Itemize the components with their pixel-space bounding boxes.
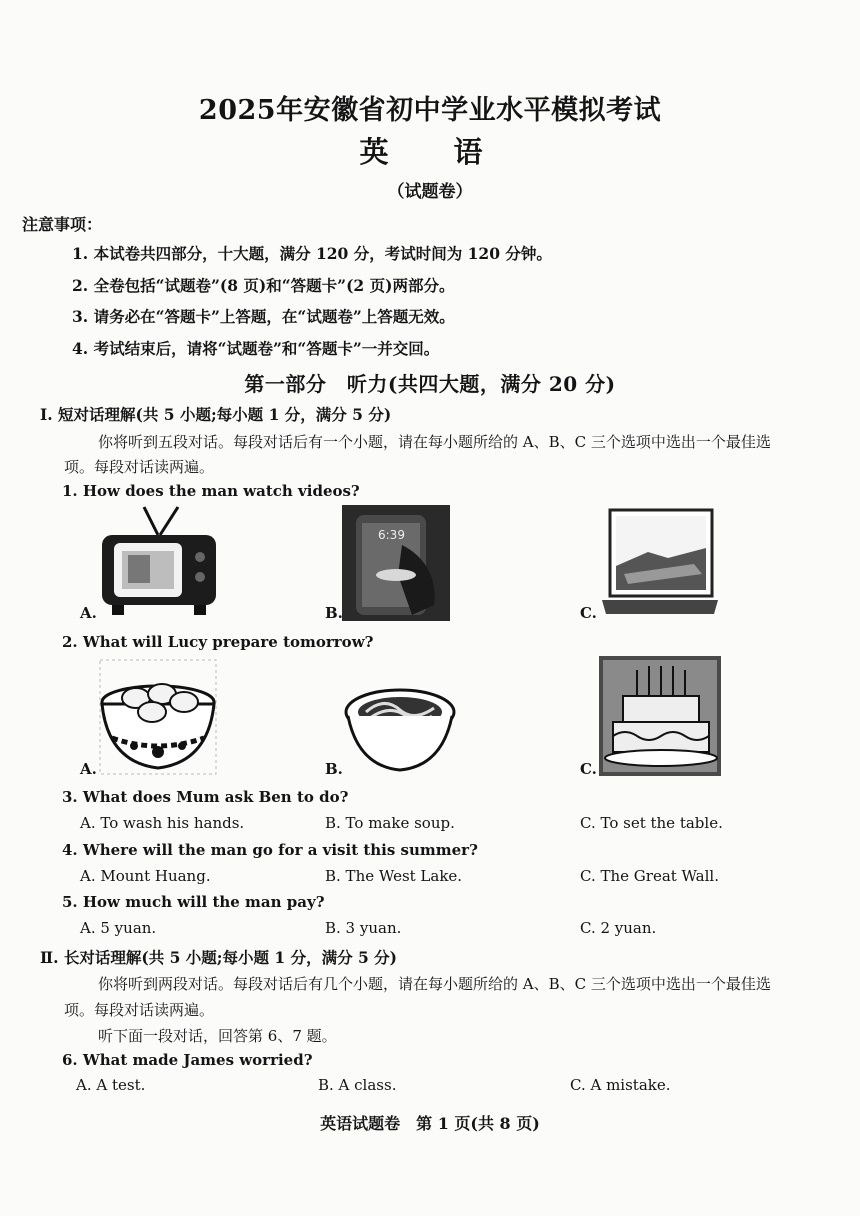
notice-item: 3. 请务必在“答题卡”上答题，在“试题卷”上答题无效。 [72,307,455,326]
q2-option-a-label: A. [80,760,97,778]
q6-option-c: C. A mistake. [570,1076,671,1094]
q2-option-b-label: B. [325,760,343,778]
question-4-stem: 4. Where will the man go for a visit this summer? [62,841,478,859]
q1-option-c-label: C. [580,604,597,622]
notice-item: 2. 全卷包括“试题卷”(8 页)和“答题卡”(2 页)两部分。 [72,276,455,295]
question-1-stem: 1. How does the man watch videos? [62,482,360,500]
section2-sub-instruction: 听下面一段对话，回答第 6、7 题。 [98,1027,337,1045]
section2-instruction-cont: 项。每段对话读两遍。 [64,1001,215,1019]
q3-option-b: B. To make soup. [325,814,455,832]
question-6-stem: 6. What made James worried? [62,1051,313,1069]
noodles-picture [344,686,456,776]
tv-picture [98,505,220,617]
notice-heading: 注意事项： [22,215,103,234]
dumplings-picture [98,658,218,776]
notice-item: 4. 考试结束后，请将“试题卷”和“答题卡”一并交回。 [72,339,440,358]
section1-instruction-cont: 项。每段对话读两遍。 [64,458,215,476]
q2-option-c-label: C. [580,760,597,778]
question-5-stem: 5. How much will the man pay? [62,893,325,911]
q6-option-b: B. A class. [318,1076,397,1094]
phone-picture [342,505,450,621]
q6-option-a: A. A test. [76,1076,146,1094]
question-2-stem: 2. What will Lucy prepare tomorrow? [62,633,374,651]
q4-option-c: C. The Great Wall. [580,867,719,885]
section1-instruction: 你将听到五段对话。每段对话后有一个小题，请在每小题所给的 A、B、C 三个选项中选出一个最佳选 [98,433,771,451]
notice-item: 1. 本试卷共四部分，十大题，满分 120 分，考试时间为 120 分钟。 [72,244,552,263]
q5-option-b: B. 3 yuan. [325,919,402,937]
cake-picture [599,656,721,776]
svg-text:6:39: 6:39 [378,528,405,542]
q5-option-a: A. 5 yuan. [80,919,157,937]
subject-title: 英 语 [359,135,501,169]
q4-option-b: B. The West Lake. [325,867,463,885]
question-3-stem: 3. What does Mum ask Ben to do? [62,788,349,806]
q5-option-c: C. 2 yuan. [580,919,657,937]
section2-instruction: 你将听到两段对话。每段对话后有几个小题，请在每小题所给的 A、B、C 三个选项中选出一个最佳选 [98,975,771,993]
q4-option-a: A. Mount Huang. [80,867,211,885]
section2-heading: Ⅱ. 长对话理解(共 5 小题;每小题 1 分，满分 5 分) [40,948,397,967]
page-footer: 英语试题卷 第 1 页(共 8 页) [320,1114,540,1133]
exam-title: 2025年安徽省初中学业水平模拟考试 [198,95,662,126]
paper-type: （试题卷） [387,182,473,202]
q3-option-a: A. To wash his hands. [80,814,245,832]
part1-heading: 第一部分 听力(共四大题，满分 20 分) [244,372,616,396]
q1-option-b-label: B. [325,604,343,622]
laptop-picture [598,508,720,620]
section1-heading: Ⅰ. 短对话理解(共 5 小题;每小题 1 分，满分 5 分) [40,405,392,424]
q1-option-a-label: A. [80,604,97,622]
q3-option-c: C. To set the table. [580,814,723,832]
